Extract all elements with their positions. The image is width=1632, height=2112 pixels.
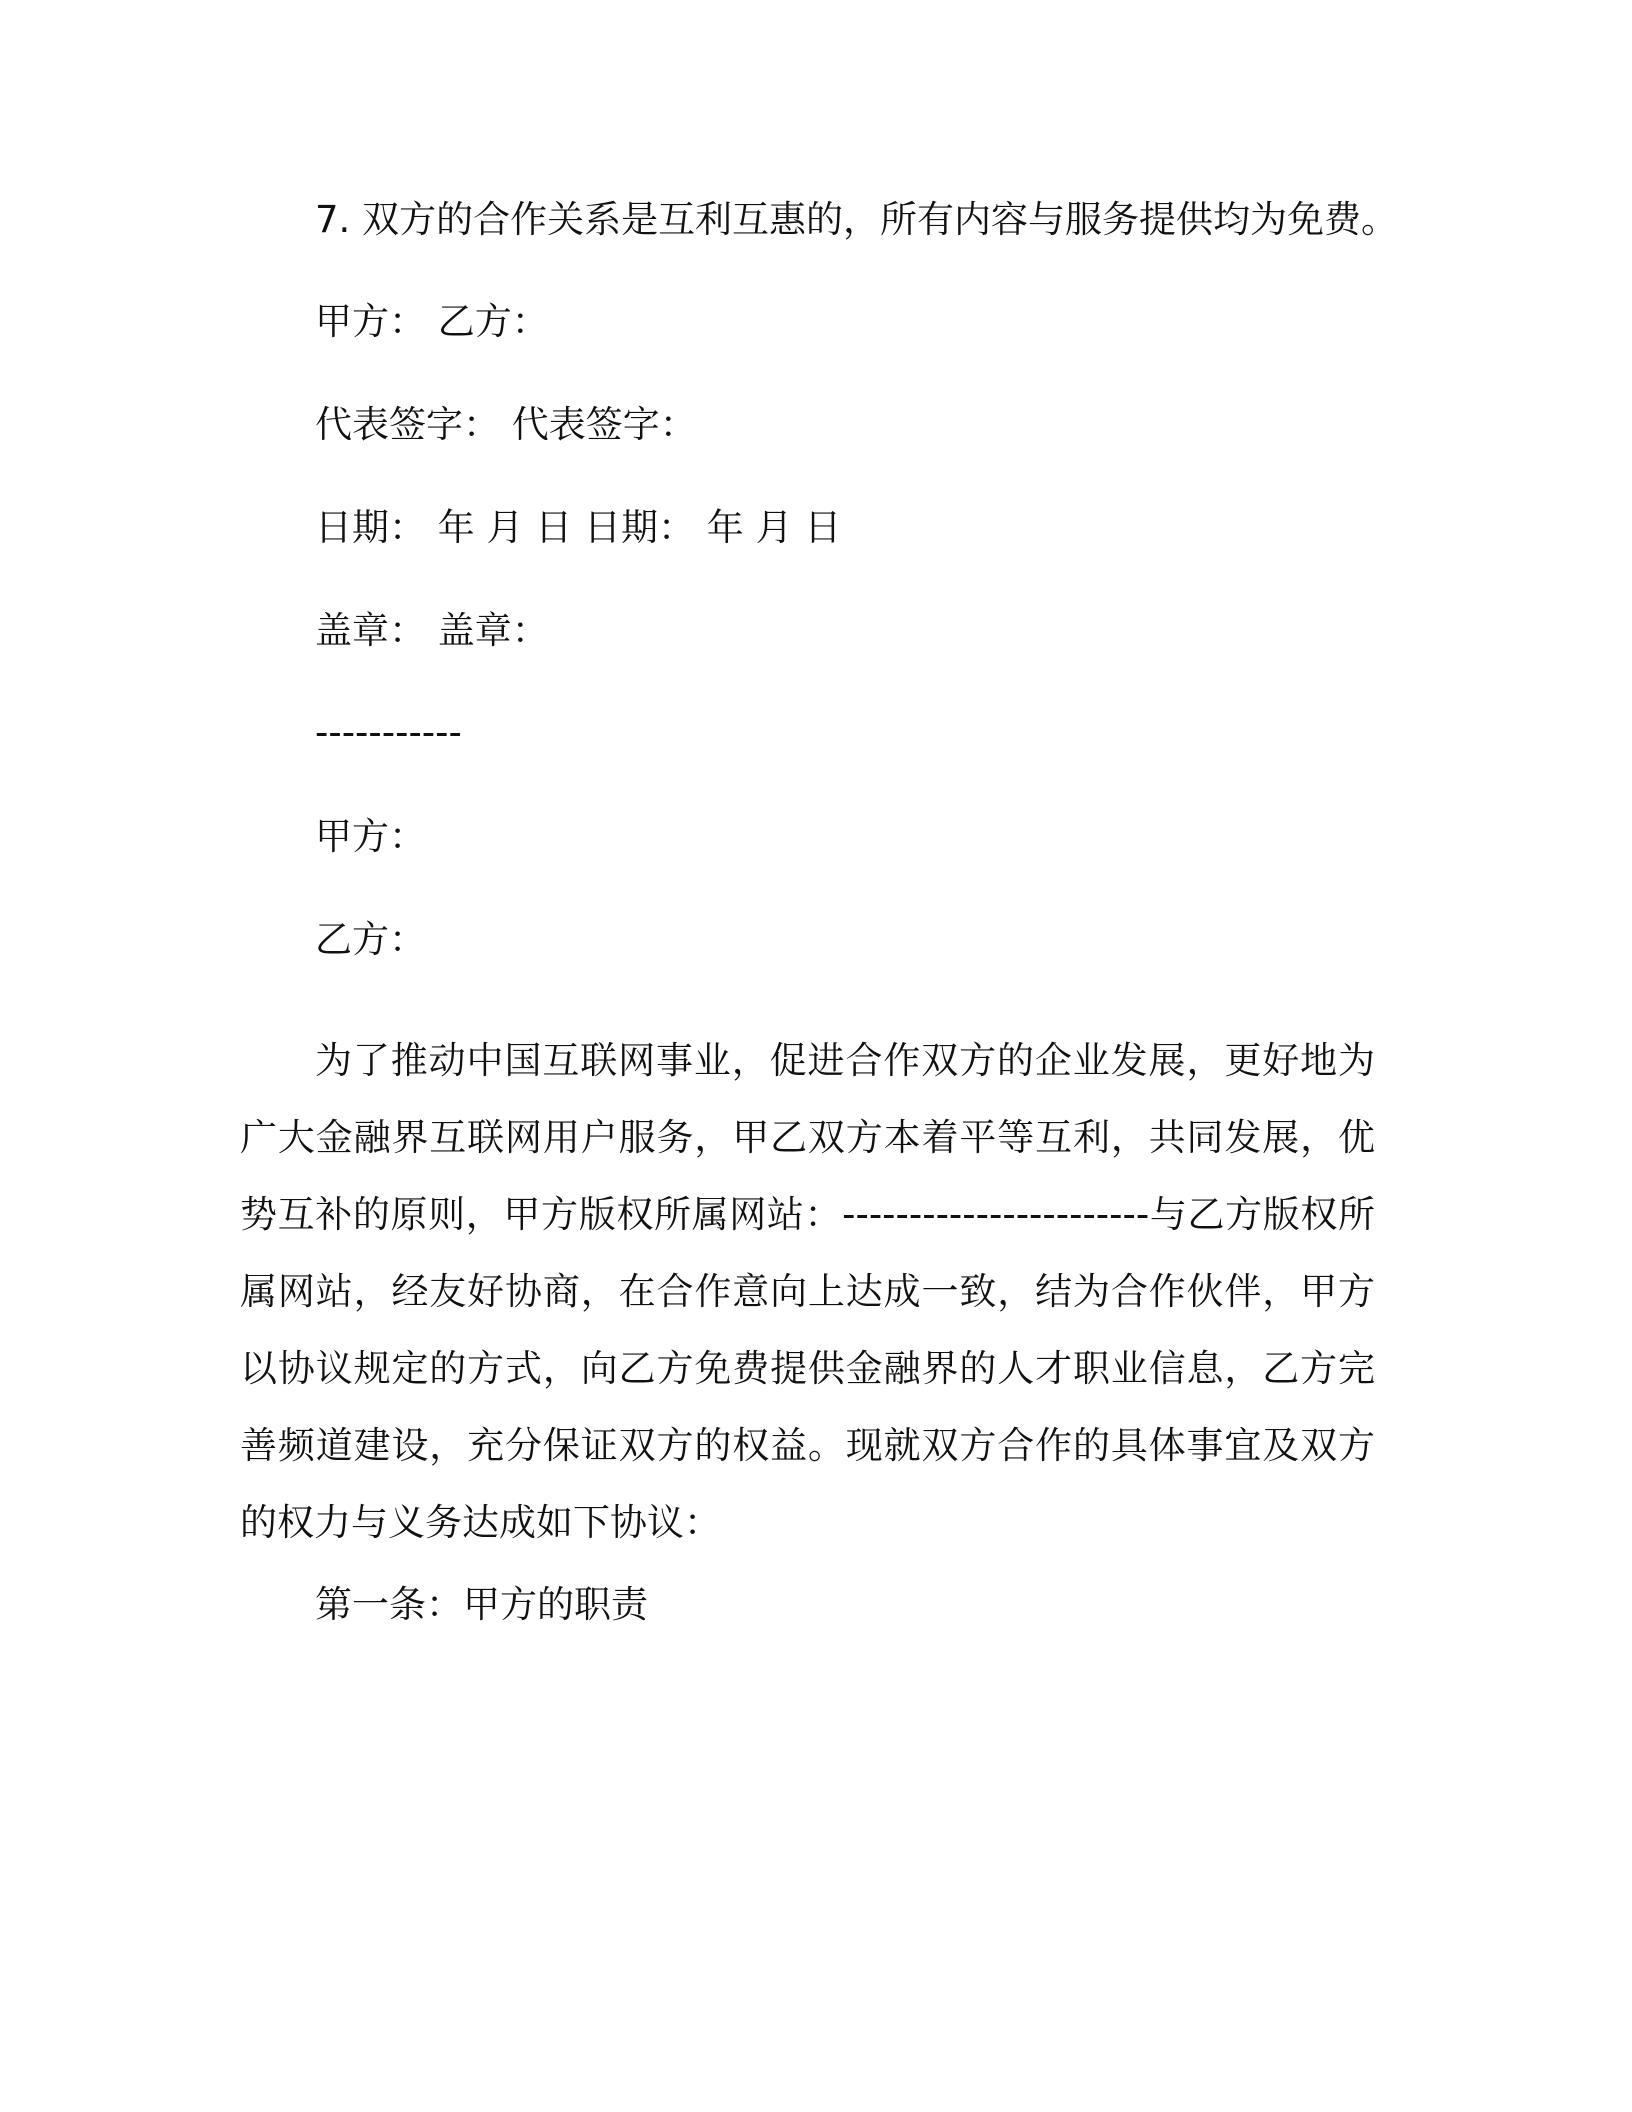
party-a-label: 甲方： [315,815,426,858]
signature-line: 代表签字： 代表签字： [315,403,697,446]
party-b-label: 乙方： [315,918,426,961]
article-1-heading: 第一条：甲方的职责 [315,1583,648,1626]
parties-line: 甲方： 乙方： [315,300,549,343]
separator-line: ----------- [315,711,462,754]
item-7-text: 7. 双方的合作关系是互利互惠的，所有内容与服务提供均为免费。 [315,198,1399,241]
seal-line: 盖章： 盖章： [315,609,549,652]
intro-paragraph: 为了推动中国互联网事业，促进合作双方的企业发展，更好地为广大金融界互联网用户服务，甲乙双方本着平等互利，共同发展，优势互补的原则，甲方版权所属网站：-----------------------与乙方版权所属网站，经友好协商，在合作意向上达成一致，结为合作伙伴，甲方以协议规定的方式，向乙方免费提供金融界的人才职业信息，乙方完善频道建设，充分保证双方的权益。现就双方合作的具体事宜及双方的权力与义务达成如下协议： [240,1039,1375,1544]
date-line: 日期： 年 月 日 日期： 年 月 日 [315,506,842,549]
